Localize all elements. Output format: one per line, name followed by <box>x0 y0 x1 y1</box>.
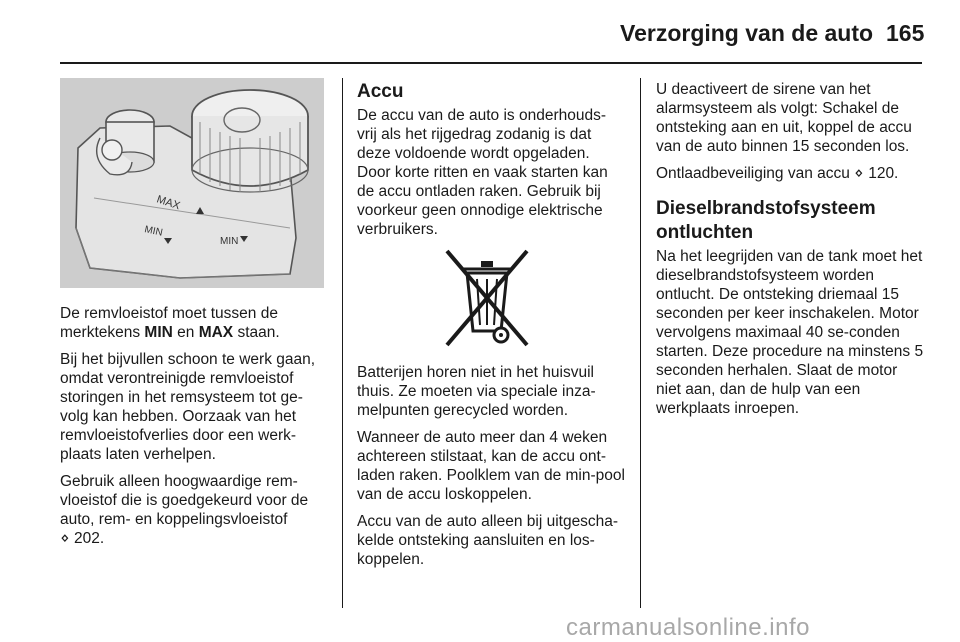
reservoir-illustration <box>60 78 324 288</box>
paragraph-long-standstill: Wanneer de auto meer dan 4 weken achtereen stilstaat, kan de accu ont-laden raken. Poolklem van de min-pool van de accu loskoppelen. <box>357 429 625 503</box>
column-divider <box>640 78 641 608</box>
crossed-out-bin-icon <box>439 247 535 349</box>
paragraph-battery-disposal: Batterijen horen niet in het huisvuil thuis. Ze moeten via speciale inza-melpunten gerecycled worden. <box>357 364 596 419</box>
max-label: MAX <box>155 193 182 213</box>
page-number: 165 <box>886 20 925 46</box>
section-heading-diesel: Dieselbrandstofsysteem ontluchten <box>656 198 876 243</box>
page-reference-link[interactable]: 202. <box>69 530 105 547</box>
column-divider <box>342 78 343 608</box>
paragraph-connect-disconnect: Accu van de auto alleen bij uitgescha-kelde ontsteking aansluiten en los-koppelen. <box>357 513 619 568</box>
paragraph-accu-maintenance: De accu van de auto is onderhouds-vrij als het rijgedrag zodanig is dat deze voldoende wordt opgeladen. Door korte ritten en vaak starten kan de accu ontladen raken. Gebruik bij voorkeur geen onnodige elektrische verbruikers. <box>357 107 608 238</box>
column-middle <box>357 80 625 577</box>
column-left <box>60 304 326 556</box>
paragraph-fluid-quality: Gebruik alleen hoogwaardige rem-vloeistof die is goedgekeurd voor de auto, rem- en koppelingsvloeistof ⋄ 202. <box>60 473 309 547</box>
paragraph-diesel-bleeding: Na het leegrijden van de tank moet het dieselbrandstofsysteem worden ontlucht. De ontsteking driemaal 15 seconden per keer inschakelen. Motor vervolgens maximaal 40 se-conden starten. Deze procedure na minstens 5 seconden herhalen. Slaat de motor niet aan, dan de hulp van een werkplaats inroepen. <box>656 248 924 417</box>
section-heading-accu: Accu <box>357 81 404 102</box>
reference-arrow-icon: ⋄ <box>60 530 70 547</box>
paragraph-brake-fluid-level: De remvloeistof moet tussen de merktekens MIN en MAX staan. <box>60 305 280 341</box>
page-title: Verzorging van de auto <box>620 20 874 46</box>
page-reference-link[interactable]: 120. <box>863 165 899 182</box>
brake-fluid-reservoir-photo <box>60 78 324 288</box>
header-rule <box>60 62 922 64</box>
column-right <box>656 80 924 426</box>
paragraph-refill: Bij het bijvullen schoon te werk gaan, omdat verontreinigde remvloeistof storingen in het remsysteem tot ge-volg kan hebben. Oorzaak van het remvloeistofverlies door een werk-plaats laten verhelpen. <box>60 351 316 463</box>
paragraph-discharge-protection: Ontlaadbeveiliging van accu ⋄ 120. <box>656 165 899 182</box>
reference-arrow-icon: ⋄ <box>854 165 864 182</box>
watermark: carmanualsonline.info <box>566 614 810 641</box>
min-label-right: MIN <box>220 236 239 247</box>
paragraph-alarm-siren: U deactiveert de sirene van het alarmsysteem als volgt: Schakel de ontsteking aan en uit, koppel de accu van de auto binnen 15 seconden los. <box>656 81 912 155</box>
min-label-left: MIN <box>143 224 164 239</box>
